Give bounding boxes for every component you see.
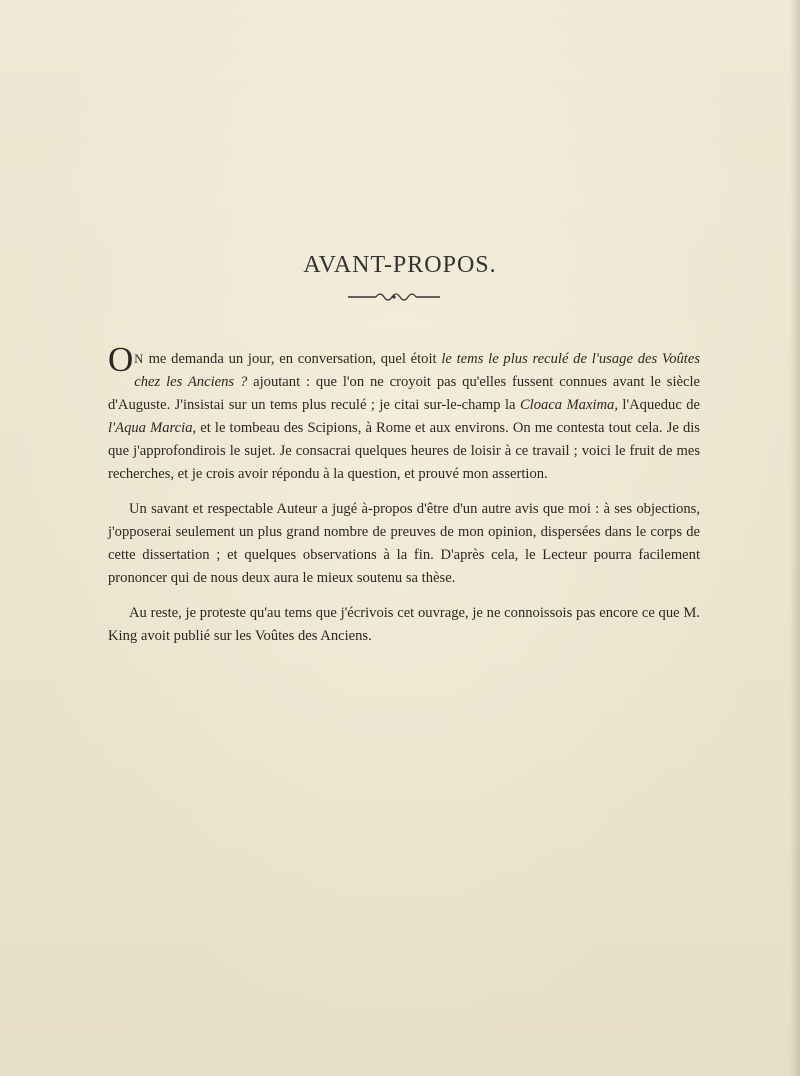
drop-cap-continuation: N — [134, 352, 144, 366]
paragraph-3: Au reste, je proteste qu'au tems que j'écrivois cet ouvrage, je ne connoissois pas encore ce que M. King avoit publié sur les Voûtes des Anciens. — [108, 605, 700, 644]
paragraph-1-text-b: ajoutant : que l'on ne croyoit pas qu'elles fussent connues avant le siècle d'Auguste. J'insistai sur un tems plus reculé ; je citai sur-le-champ la — [108, 374, 700, 413]
decorative-rule-icon — [346, 290, 442, 304]
paragraph-1-italic-cloaca: Cloaca Maxima, — [519, 397, 618, 413]
drop-cap: O — [108, 340, 134, 379]
paragraph-2: Un savant et respectable Auteur a jugé à-propos d'être d'un autre avis que moi : à ses objections, j'opposerai seulement un plus grand nombre de preuves de mon opinion, dispersées dans le corps de cette dissertation ; et quelques observations à la fin. D'après cela, le Lecteur pourra facilement prononcer qui de nous deux aura le mieux soutenu sa thèse. — [108, 501, 700, 586]
page-edge-shadow — [790, 0, 800, 1076]
paragraph-1-italic-aqua: l'Aqua Marcia, — [108, 420, 197, 436]
paragraph-1-text-a: me demanda un jour, en conversation, quel étoit — [143, 351, 442, 367]
paragraph-1-italic-question: le tems le plus reculé de l'usage des Voûtes chez les Anciens ? — [134, 351, 700, 390]
page-title: AVANT-PROPOS. — [303, 252, 497, 278]
body-text — [108, 340, 700, 648]
paragraph-1-text-c: l'Aqueduc de — [618, 397, 700, 413]
paragraph-1-text-d: et le tombeau des Scipions, à Rome et aux environs. On me contesta tout cela. Je dis que j'approfondirois le sujet. Je consacrai quelques heures de loisir à ce travail ; voici le fruit de mes recherches, et je crois avoir répondu à la question, et prouvé mon assertion. — [108, 420, 700, 482]
paragraph-1 — [108, 340, 700, 486]
